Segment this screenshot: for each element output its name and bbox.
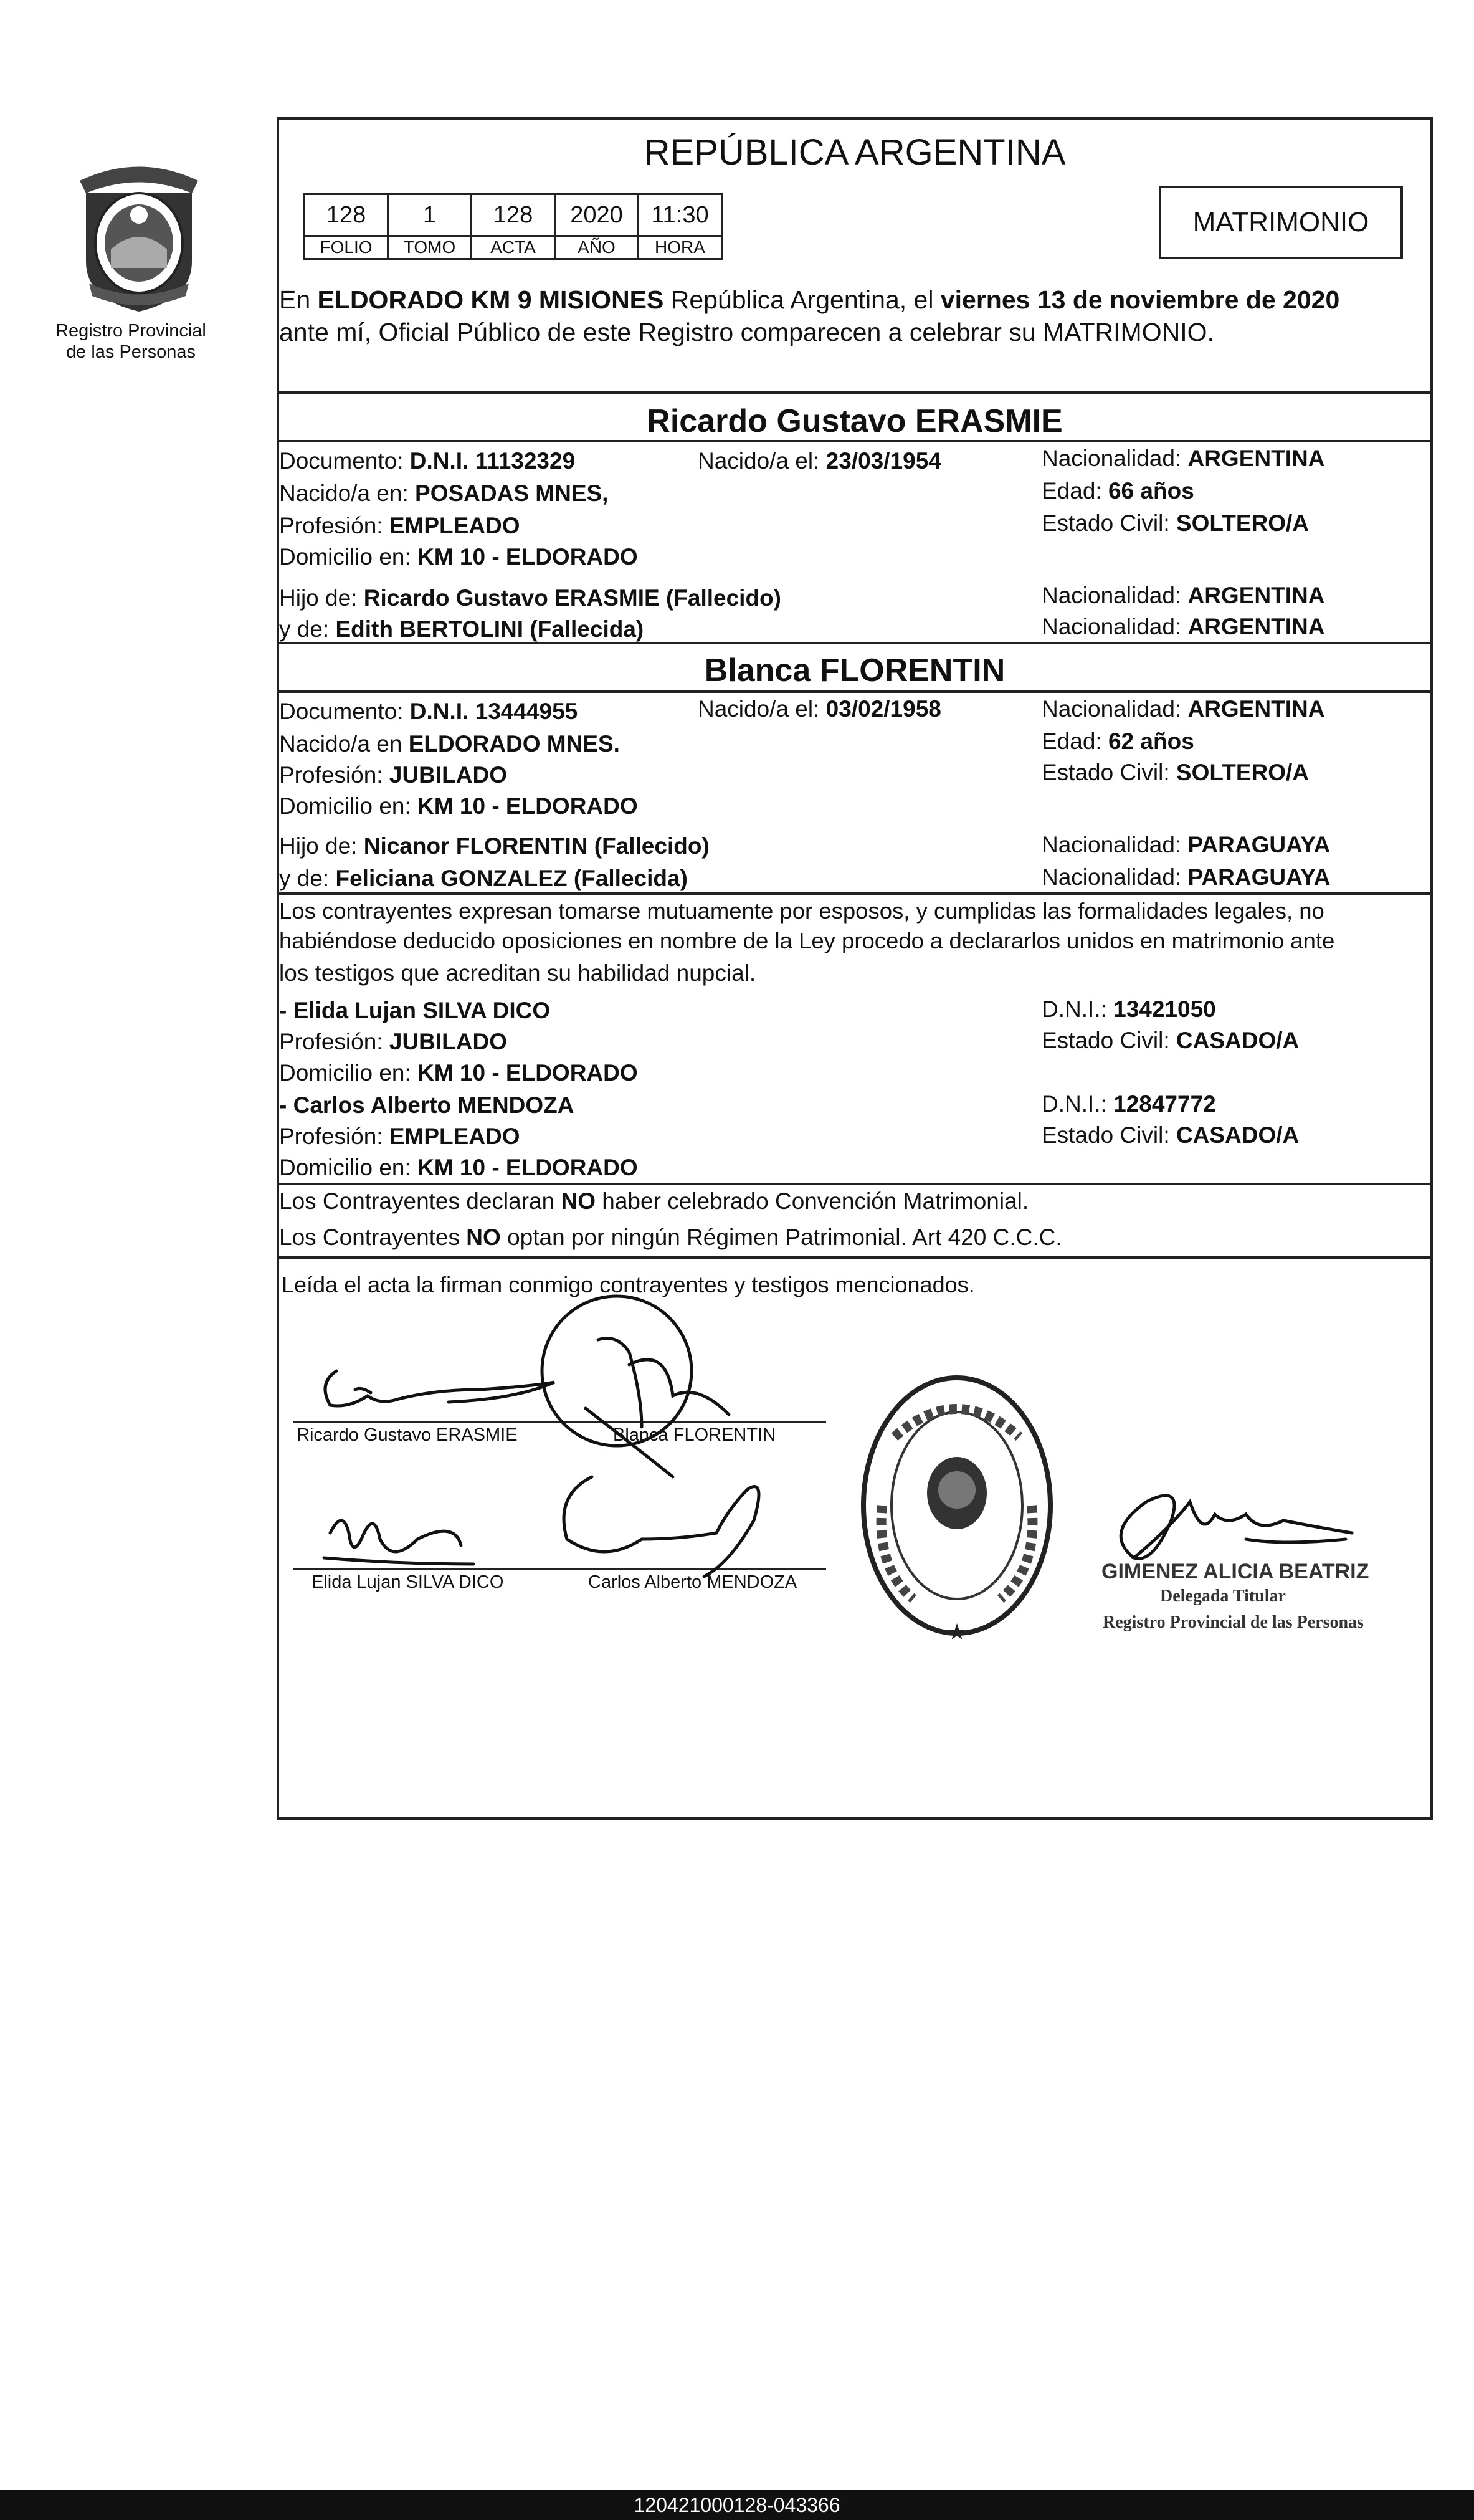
witness1-name: - Elida Lujan SILVA DICO xyxy=(279,998,551,1023)
declaration-line2: habiéndose deducido oposiciones en nombre de la Ley procedo a declararlos unidos en matrimonio ante xyxy=(279,928,1335,953)
signature-label-witness1: Elida Lujan SILVA DICO xyxy=(311,1572,504,1592)
groom-estado-civil: Estado Civil: SOLTERO/A xyxy=(1042,510,1310,536)
official-name: GIMENEZ ALICIA BEATRIZ xyxy=(1101,1560,1369,1583)
groom-madre: y de: Edith BERTOLINI (Fallecida) xyxy=(279,616,644,642)
document-barcode: 120421000128-043366 xyxy=(0,2490,1474,2520)
witness1-profesion: Profesión: JUBILADO xyxy=(279,1029,507,1054)
intro-line2: ante mí, Oficial Público de este Registro comparecen a celebrar su MATRIMONIO. xyxy=(279,318,1214,346)
svg-text:★: ★ xyxy=(946,1620,968,1645)
groom-padre-nacionalidad: Nacionalidad: ARGENTINA xyxy=(1042,583,1325,608)
hora-label: HORA xyxy=(639,236,722,259)
logo-caption-line2: de las Personas xyxy=(66,342,196,362)
bride-documento: Documento: D.N.I. 13444955 xyxy=(279,699,578,724)
witness1-dni: D.N.I.: 13421050 xyxy=(1042,996,1216,1022)
official-role: Delegada Titular xyxy=(1160,1587,1286,1606)
folio-label: FOLIO xyxy=(305,236,388,259)
declaration-line3: los testigos que acreditan su habilidad nupcial. xyxy=(279,960,756,986)
intro-line1: En ELDORADO KM 9 MISIONES República Argentina, el viernes 13 de noviembre de 2020 xyxy=(279,285,1340,314)
acta-value: 128 xyxy=(472,194,555,236)
witness1-domicilio: Domicilio en: KM 10 - ELDORADO xyxy=(279,1060,638,1086)
official-seal xyxy=(857,1362,1057,1649)
act-type-box: MATRIMONIO xyxy=(1159,186,1403,259)
groom-nacido-en: Nacido/a en: POSADAS MNES, xyxy=(279,480,609,506)
bride-madre: y de: Feliciana GONZALEZ (Fallecida) xyxy=(279,866,688,891)
bride-name: Blanca FLORENTIN xyxy=(704,652,1006,689)
groom-name: Ricardo Gustavo ERASMIE xyxy=(647,403,1063,439)
groom-edad: Edad: 66 años xyxy=(1042,478,1194,504)
groom-madre-nacionalidad: Nacionalidad: ARGENTINA xyxy=(1042,614,1325,639)
declaration-line1: Los contrayentes expresan tomarse mutuamente por esposos, y cumplidas las formalidades legales, no xyxy=(279,898,1324,924)
tomo-value: 1 xyxy=(388,194,472,236)
bride-domicilio: Domicilio en: KM 10 - ELDORADO xyxy=(279,793,638,819)
tomo-label: TOMO xyxy=(388,236,472,259)
folio-value: 128 xyxy=(305,194,388,236)
official-organization: Registro Provincial de las Personas xyxy=(1103,1613,1364,1632)
witness1-estado-civil: Estado Civil: CASADO/A xyxy=(1042,1028,1300,1053)
groom-nacido-el: Nacido/a el: 23/03/1954 xyxy=(698,448,941,474)
act-codes-table xyxy=(303,193,723,260)
convention-line2: Los Contrayentes NO optan por ningún Régimen Patrimonial. Art 420 C.C.C. xyxy=(279,1224,1062,1250)
bride-nacionalidad: Nacionalidad: ARGENTINA xyxy=(1042,696,1325,722)
groom-profesion: Profesión: EMPLEADO xyxy=(279,513,520,538)
groom-domicilio: Domicilio en: KM 10 - ELDORADO xyxy=(279,544,638,570)
acta-label: ACTA xyxy=(472,236,555,259)
bride-estado-civil: Estado Civil: SOLTERO/A xyxy=(1042,760,1310,785)
bride-madre-nacionalidad: Nacionalidad: PARAGUAYA xyxy=(1042,864,1331,890)
hora-value: 11:30 xyxy=(639,194,722,236)
bride-nacido-en: Nacido/a en ELDORADO MNES. xyxy=(279,731,620,756)
handwritten-signatures xyxy=(293,1271,829,1608)
bride-padre-nacionalidad: Nacionalidad: PARAGUAYA xyxy=(1042,832,1331,857)
groom-nacionalidad: Nacionalidad: ARGENTINA xyxy=(1042,446,1325,471)
misiones-coat-of-arms xyxy=(74,156,204,318)
reading-statement: Leída el acta la firman conmigo contrayentes y testigos mencionados. xyxy=(282,1272,975,1297)
signature-label-bride: Blanca FLORENTIN xyxy=(613,1425,776,1445)
witness2-name: - Carlos Alberto MENDOZA xyxy=(279,1092,574,1118)
bride-edad: Edad: 62 años xyxy=(1042,728,1194,754)
witness2-estado-civil: Estado Civil: CASADO/A xyxy=(1042,1122,1300,1148)
witness2-dni: D.N.I.: 12847772 xyxy=(1042,1091,1216,1117)
signature-label-witness2: Carlos Alberto MENDOZA xyxy=(588,1572,797,1592)
document-title: REPÚBLICA ARGENTINA xyxy=(644,132,1066,173)
logo-caption-line1: Registro Provincial xyxy=(55,321,206,341)
witness2-profesion: Profesión: EMPLEADO xyxy=(279,1124,520,1149)
ano-label: AÑO xyxy=(555,236,639,259)
bride-profesion: Profesión: JUBILADO xyxy=(279,762,507,788)
bride-padre: Hijo de: Nicanor FLORENTIN (Fallecido) xyxy=(279,833,710,859)
witness2-domicilio: Domicilio en: KM 10 - ELDORADO xyxy=(279,1155,638,1180)
groom-documento: Documento: D.N.I. 11132329 xyxy=(279,448,576,474)
bride-nacido-el: Nacido/a el: 03/02/1958 xyxy=(698,696,941,722)
convention-line1: Los Contrayentes declaran NO haber celebrado Convención Matrimonial. xyxy=(279,1188,1029,1214)
signature-label-groom: Ricardo Gustavo ERASMIE xyxy=(297,1425,518,1445)
ano-value: 2020 xyxy=(555,194,639,236)
groom-padre: Hijo de: Ricardo Gustavo ERASMIE (Fallecido) xyxy=(279,585,781,611)
